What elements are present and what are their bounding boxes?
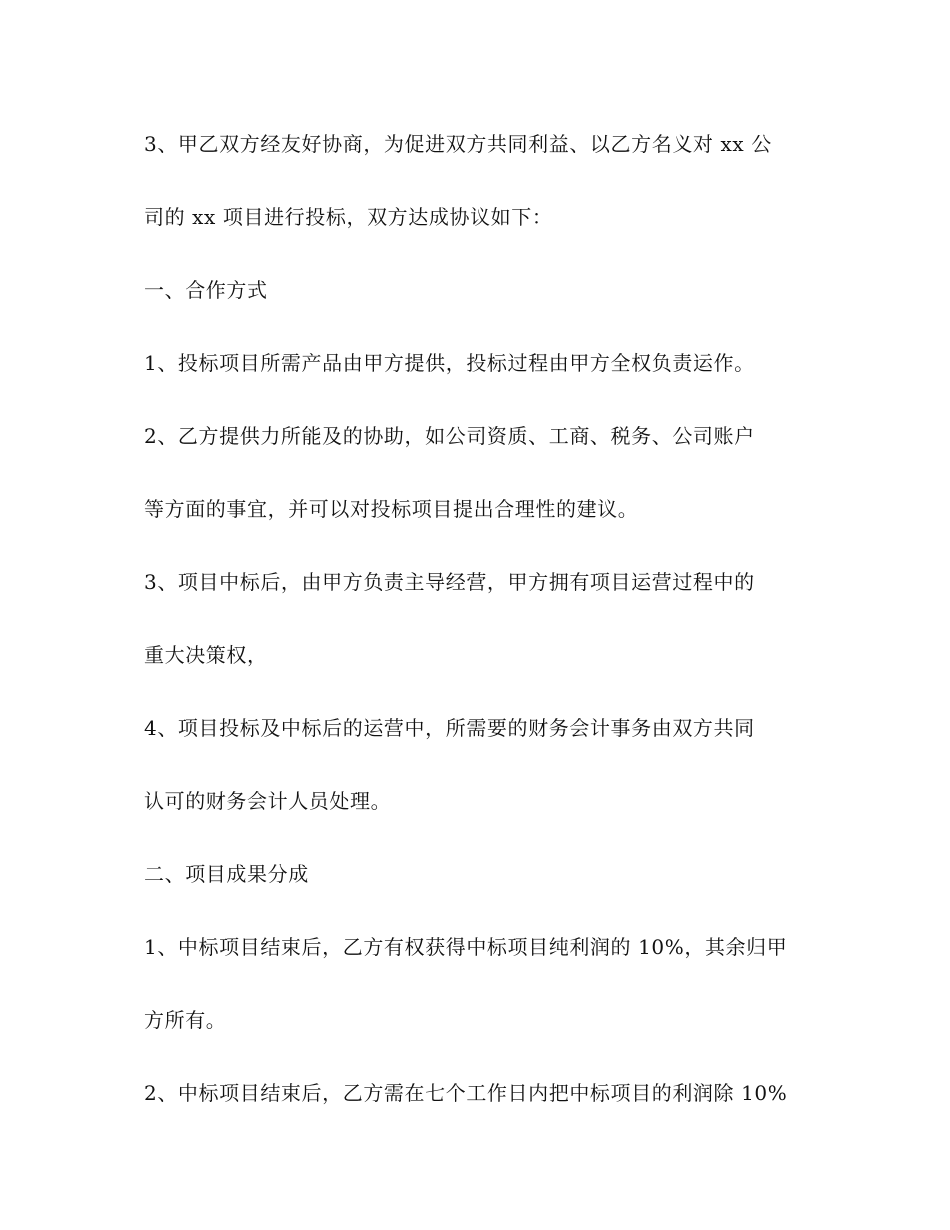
document-body (144, 124, 808, 1146)
section-heading-results: 二、项目成果分成 (144, 862, 309, 886)
section-heading-cooperation: 一、合作方式 (144, 278, 268, 302)
text-line-12: 1、中标项目结束后，乙方有权获得中标项目纯利润的 10%，其余归甲 (144, 935, 788, 959)
text-line-10: 认可的财务会计人员处理。 (144, 789, 392, 813)
text-line-2: 司的 xx 项目进行投标，双方达成协议如下： (144, 205, 553, 229)
text-line-7: 3、项目中标后，由甲方负责主导经营，甲方拥有项目运营过程中的 (144, 570, 755, 594)
text-line-13: 方所有。 (144, 1008, 227, 1032)
text-line-8: 重大决策权， (144, 643, 268, 667)
text-line-6: 等方面的事宜，并可以对投标项目提出合理性的建议。 (144, 497, 639, 521)
text-line-1: 3、甲乙双方经友好协商，为促进双方共同利益、以乙方名义对 xx 公 (144, 132, 772, 156)
text-line-5: 2、乙方提供力所能及的协助，如公司资质、工商、税务、公司账户 (144, 424, 755, 448)
text-line-9: 4、项目投标及中标后的运营中，所需要的财务会计事务由双方共同 (144, 716, 755, 740)
text-line-4: 1、投标项目所需产品由甲方提供，投标过程由甲方全权负责运作。 (144, 351, 755, 375)
text-line-14: 2、中标项目结束后，乙方需在七个工作日内把中标项目的利润除 10% (144, 1081, 788, 1105)
